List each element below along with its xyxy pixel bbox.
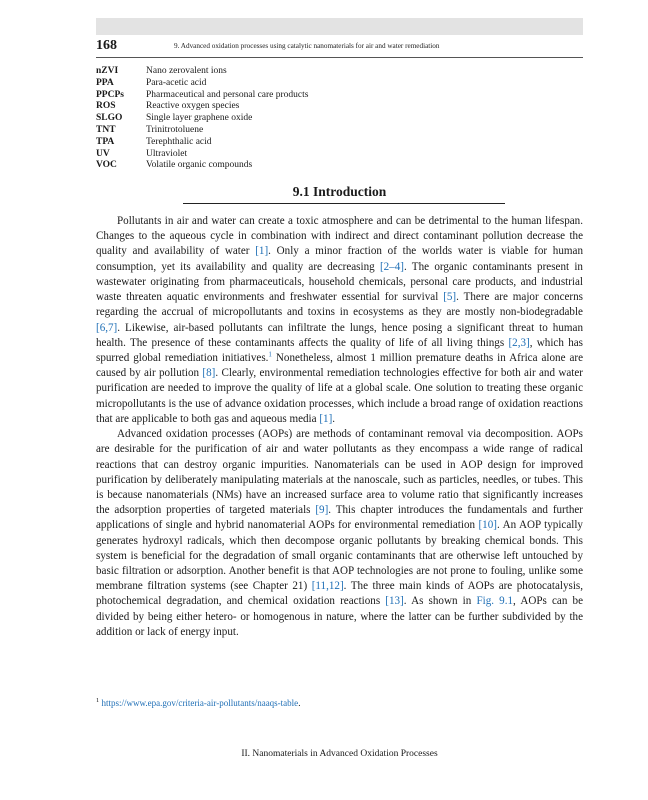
abbreviation-code: UV <box>96 148 110 159</box>
text-run: Advanced oxidation processes (AOPs) are methods of contaminant removal via decomposition. AOPs are desirable for the purification of air and water pollutants as they encompass a wide range of radical reactions that can destroy organic impurities. Nanomaterials can be used in AOP design for improved purification by deliberately manipulating materials at the nanoscale, such as particles, needles, or tubes. This is because nanomaterials (NMs) have an increased surface area to volume ratio that significantly increases the adsorption properties of targeted materials <box>96 428 583 517</box>
section-title-rule <box>183 203 505 204</box>
text-run: Pollutants in air and water can create a toxic atmosphere and can be detrimental to the human lifespan. Changes to the aqueous cycle in combination with indirect and direct contaminant pollution decrease the quality and availability of water <box>96 215 583 258</box>
abbreviation-definition: Ultraviolet <box>146 148 188 159</box>
citation-link[interactable]: [11,12] <box>311 580 344 593</box>
citation-link[interactable]: [6,7] <box>96 321 118 334</box>
abbreviation-code: TNT <box>96 124 116 135</box>
text-run: . Likewise, air-based pollutants can infiltrate the lungs, hence posing a significant threat to human health. The presence of these contaminants affects the quality of life of all living things <box>96 321 583 349</box>
page-footer: II. Nanomaterials in Advanced Oxidation Processes <box>241 749 438 759</box>
abbreviation-definition: Reactive oxygen species <box>146 101 240 112</box>
abbreviation-row <box>96 90 583 102</box>
top-margin-band <box>96 18 583 35</box>
text-run: . This chapter introduces the fundamentals and further applications of single and hybrid nanomaterial AOPs for environmental remediation <box>96 504 584 532</box>
text-run: . Only a minor fraction of the worlds water is viable for human consumption, yet its availability and quality are decreasing <box>96 245 583 273</box>
text-run: . The organic contaminants present in wastewater originating from pharmaceuticals, household chemicals, personal care products, and industrial waste threaten aquatic environments and freshwater essential for survival <box>96 260 583 304</box>
citation-link[interactable]: [1] <box>319 412 333 425</box>
abbreviation-code: ROS <box>96 101 116 112</box>
abbreviation-row <box>96 66 583 78</box>
text-run: . Clearly, environmental remediation technologies effective for both air and water purification are needed to improve the quality of life at a global scale. One solution to treating these organic micropollutants is the use of advance oxidation processes, which include a broad range of oxidation reactions that are applicable to both gas and aqueous media <box>96 367 584 425</box>
abbreviation-definition: Terephthalic acid <box>146 136 212 147</box>
abbreviation-code: SLGO <box>96 113 123 124</box>
citation-link[interactable]: [9] <box>315 504 329 517</box>
citation-link[interactable]: [2–4] <box>379 260 404 273</box>
citation-link[interactable]: [5] <box>443 291 457 304</box>
abbreviation-code: VOC <box>96 160 117 171</box>
abbreviation-definition: Para-acetic acid <box>146 77 207 88</box>
abbreviation-definition: Pharmaceutical and personal care products <box>146 89 309 100</box>
abbreviation-row <box>96 125 583 137</box>
abbreviation-definition: Volatile organic compounds <box>146 160 253 171</box>
text-run: . There are major concerns regarding the accrual of micropollutants and toxins in ecosystems as they are mostly non-biodegradable <box>96 291 583 319</box>
citation-link[interactable]: [13] <box>385 595 404 608</box>
citation-link[interactable]: [2,3] <box>508 336 530 349</box>
abbreviation-code: PPCPs <box>96 89 124 100</box>
abbreviation-row <box>96 137 583 149</box>
abbreviation-row <box>96 113 583 125</box>
citation-link[interactable]: [8] <box>202 367 216 380</box>
running-title: 9. Advanced oxidation processes using catalytic nanomaterials for air and water remediation <box>174 42 440 50</box>
page-header <box>96 37 583 58</box>
abbreviation-list <box>96 66 583 172</box>
paragraph <box>96 214 583 427</box>
abbreviation-definition: Single layer graphene oxide <box>146 113 253 124</box>
text-run: . As shown in <box>403 595 477 608</box>
text-run: , which has spurred global remediation initiatives. <box>96 336 583 364</box>
text-run: , AOPs can be divided by being either hetero- or homogenous in nature, where the latter can be further subdivided by the addition or lack of energy input. <box>96 595 583 638</box>
citation-link[interactable]: [1] <box>255 245 269 258</box>
body-text <box>96 214 583 640</box>
abbreviation-code: TPA <box>96 136 115 147</box>
abbreviation-row <box>96 149 583 161</box>
page-number: 168 <box>96 38 117 53</box>
abbreviation-code: nZVI <box>96 66 119 76</box>
abbreviation-code: PPA <box>96 77 114 88</box>
citation-link[interactable]: [10] <box>478 519 497 532</box>
abbreviation-definition: Nano zerovalent ions <box>146 66 227 76</box>
footnote <box>96 697 583 709</box>
abbreviation-row <box>96 78 583 90</box>
text-run: Nonetheless, almost 1 million premature deaths in Africa alone are caused by air pollution <box>96 351 583 380</box>
text-run: . An AOP typically generates hydroxyl radicals, which then decompose organic pollutants by breaking chemical bonds. This system is beneficial for the degradation of small organic contaminants that are otherwise left untouched by basic filtration or adsorption. Another benefit is that AOP technologies are not prone to fouling, unlike some membrane filtration systems (see Chapter 21) <box>96 519 583 593</box>
footnote-link[interactable]: https://www.epa.gov/criteria-air-pollutants/naaqs-table <box>101 698 299 708</box>
paragraph <box>96 427 583 640</box>
abbreviation-definition: Trinitrotoluene <box>146 124 204 135</box>
footnote-marker: 1 <box>96 697 100 704</box>
footnote-reference[interactable]: 1 <box>268 350 272 359</box>
footnote-trailing: . <box>298 698 301 708</box>
abbreviation-row <box>96 101 583 113</box>
abbreviation-row <box>96 160 583 172</box>
citation-link[interactable]: Fig. 9.1 <box>476 595 514 608</box>
text-run: . <box>332 412 336 425</box>
text-run: . The three main kinds of AOPs are photocatalysis, photochemical degradation, and chemical oxidation reactions <box>96 580 583 608</box>
section-title: 9.1 Introduction <box>292 184 387 199</box>
